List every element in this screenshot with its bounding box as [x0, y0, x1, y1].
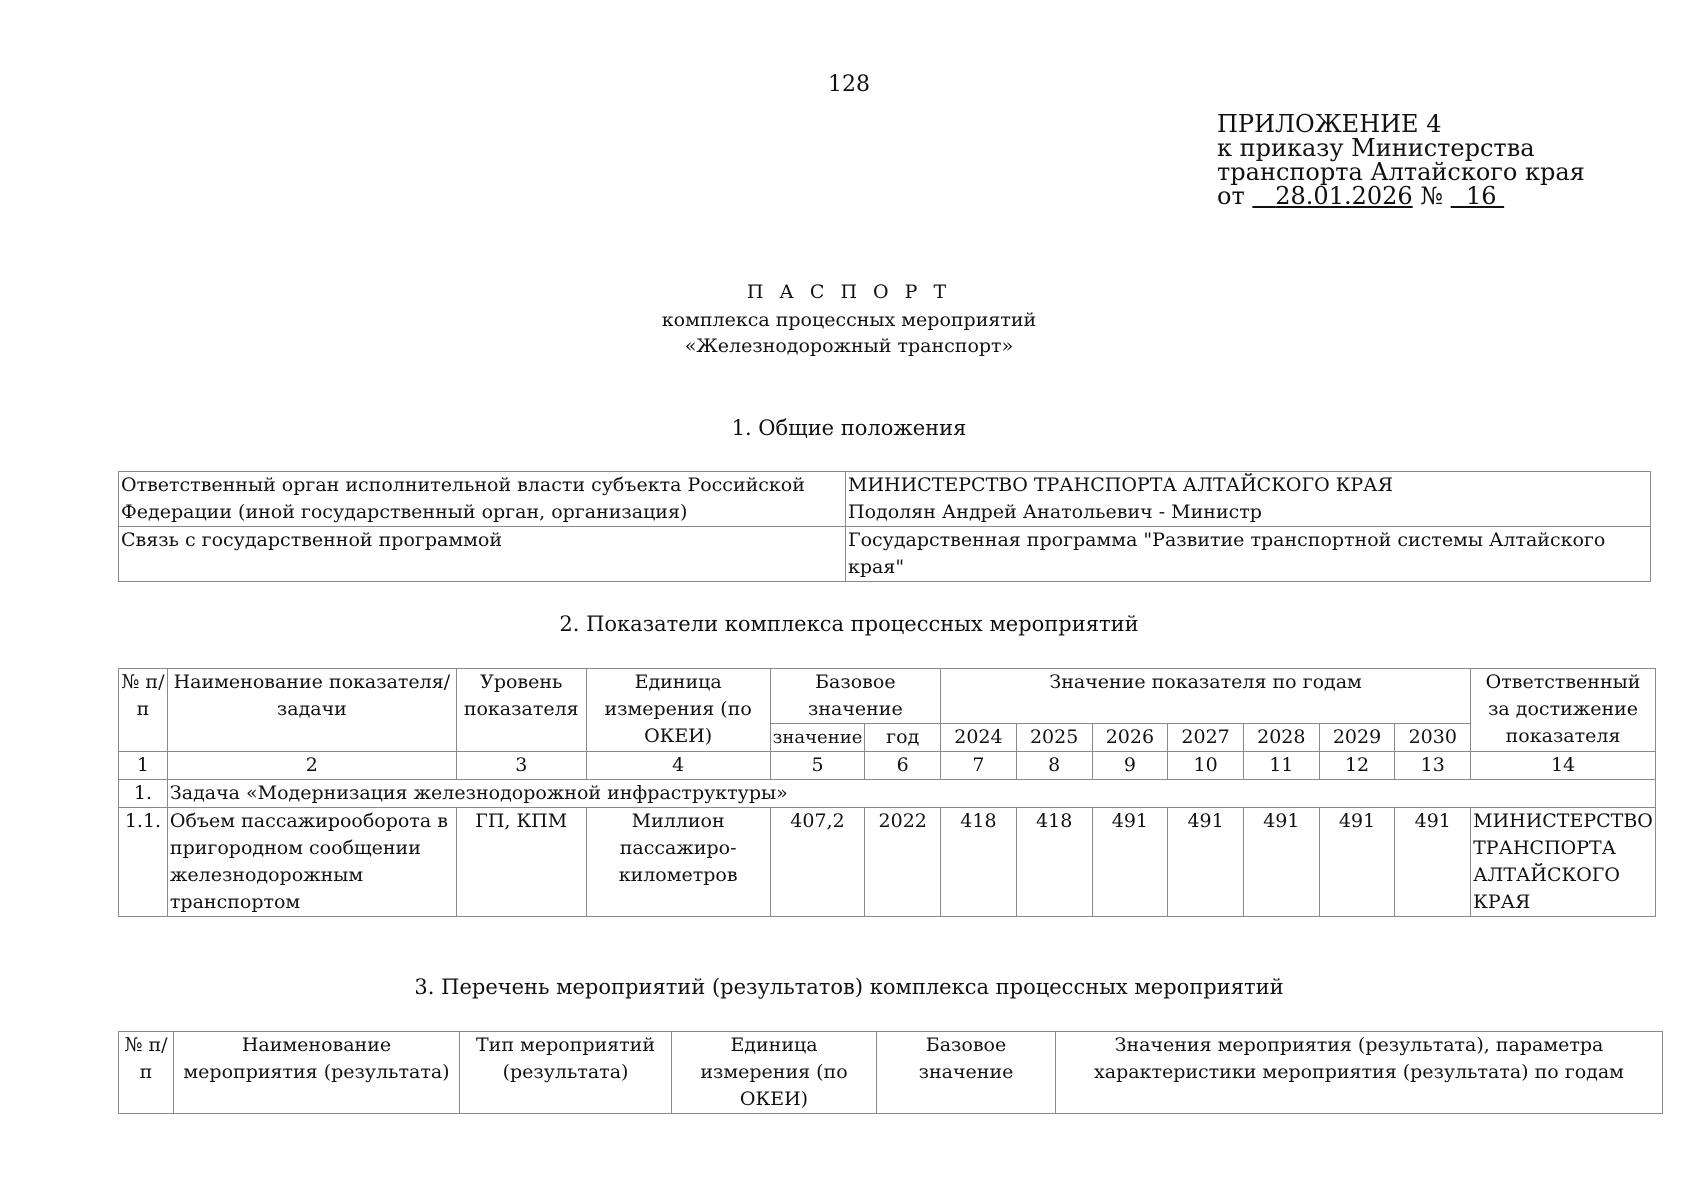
col-number: 10	[1168, 752, 1244, 780]
appendix-title: ПРИЛОЖЕНИЕ 4	[1217, 110, 1442, 138]
col-number: 6	[865, 752, 941, 780]
section1-heading: 1. Общие положения	[731, 416, 967, 440]
header-year: 2027	[1168, 724, 1244, 752]
indicator-value: 491	[1319, 808, 1395, 917]
appendix-number-label: №	[1420, 182, 1444, 210]
appendix-number: 16	[1465, 182, 1497, 210]
appendix-line2: к приказу Министерства	[1217, 134, 1535, 162]
table-row	[119, 472, 1651, 527]
appendix-block	[1217, 112, 1585, 208]
indicator-base-year: 2022	[865, 808, 941, 917]
passport-name: «Железнодорожный транспорт»	[684, 335, 1014, 357]
header-base: Базовое значение	[877, 1032, 1056, 1114]
column-numbers-row	[119, 752, 1656, 780]
task-num: 1.	[119, 780, 168, 808]
indicator-level: ГП, КПМ	[456, 808, 586, 917]
indicator-value: 418	[1016, 808, 1092, 917]
col-number: 9	[1092, 752, 1168, 780]
table-row	[119, 527, 1651, 582]
header-values: Значения мероприятия (результата), параметра характеристики мероприятия (результата) по годам	[1056, 1032, 1663, 1114]
header-type: Тип мероприятий (результата)	[460, 1032, 672, 1114]
appendix-date: 28.01.2026	[1275, 182, 1413, 210]
indicator-value: 491	[1168, 808, 1244, 917]
task-row	[119, 780, 1656, 808]
header-base-value: значение	[770, 724, 865, 752]
general-info-table	[118, 471, 1651, 582]
indicator-value: 491	[1243, 808, 1319, 917]
header-unit: Единица измерения (по ОКЕИ)	[586, 669, 770, 752]
header-num: № п/п	[119, 1032, 174, 1114]
indicator-value: 418	[941, 808, 1017, 917]
col-number: 7	[941, 752, 1017, 780]
header-level: Уровень показателя	[456, 669, 586, 752]
appendix-from-label: от	[1217, 182, 1245, 210]
responsible-org-value: МИНИСТЕРСТВО ТРАНСПОРТА АЛТАЙСКОГО КРАЯ Подолян Андрей Анатольевич - Министр	[846, 472, 1651, 527]
col-number: 2	[167, 752, 456, 780]
col-number: 4	[586, 752, 770, 780]
col-number: 12	[1319, 752, 1395, 780]
header-name: Наименование мероприятия (результата)	[174, 1032, 460, 1114]
activities-table	[118, 1031, 1663, 1114]
indicators-table	[118, 668, 1656, 917]
col-number: 3	[456, 752, 586, 780]
header-by-years: Значение показателя по годам	[941, 669, 1471, 724]
section2-heading: 2. Показатели комплекса процессных мероприятий	[559, 612, 1139, 636]
header-base: Базовое значение	[770, 669, 940, 724]
header-base-year: год	[865, 724, 941, 752]
program-link-value: Государственная программа "Развитие транспортной системы Алтайского края"	[846, 527, 1651, 582]
indicator-value: 491	[1395, 808, 1471, 917]
header-year: 2029	[1319, 724, 1395, 752]
indicator-base-value: 407,2	[770, 808, 865, 917]
appendix-line3: транспорта Алтайского края	[1217, 158, 1585, 186]
indicator-unit: Миллион пассажиро-километров	[586, 808, 770, 917]
task-text: Задача «Модернизация железнодорожной инфраструктуры»	[167, 780, 1655, 808]
header-year: 2030	[1395, 724, 1471, 752]
indicator-responsible: МИНИСТЕРСТВО ТРАНСПОРТА АЛТАЙСКОГО КРАЯ	[1471, 808, 1656, 917]
col-number: 14	[1471, 752, 1656, 780]
header-year: 2028	[1243, 724, 1319, 752]
col-number: 5	[770, 752, 865, 780]
header-year: 2025	[1016, 724, 1092, 752]
indicator-row	[119, 808, 1656, 917]
header-year: 2024	[941, 724, 1017, 752]
header-num: № п/п	[119, 669, 168, 752]
header-name: Наименование показателя/задачи	[167, 669, 456, 752]
passport-subtitle: комплекса процессных мероприятий	[661, 309, 1037, 331]
appendix-date-line	[1217, 184, 1585, 208]
col-number: 8	[1016, 752, 1092, 780]
section3-heading: 3. Перечень мероприятий (результатов) комплекса процессных мероприятий	[414, 975, 1284, 999]
indicator-num: 1.1.	[119, 808, 168, 917]
col-number: 1	[119, 752, 168, 780]
page-number: 128	[828, 72, 870, 97]
passport-title: П А С П О Р Т	[746, 281, 952, 303]
header-responsible: Ответственный за достижение показателя	[1471, 669, 1656, 752]
table-header-row	[119, 1032, 1663, 1114]
indicator-name: Объем пассажирооборота в пригородном сообщении железнодорожным транспортом	[167, 808, 456, 917]
col-number: 13	[1395, 752, 1471, 780]
col-number: 11	[1243, 752, 1319, 780]
program-link-label: Связь с государственной программой	[119, 527, 846, 582]
header-year: 2026	[1092, 724, 1168, 752]
responsible-org-label: Ответственный орган исполнительной власти субъекта Российской Федерации (иной государственный орган, организация)	[119, 472, 846, 527]
header-unit: Единица измерения (по ОКЕИ)	[672, 1032, 877, 1114]
indicator-value: 491	[1092, 808, 1168, 917]
